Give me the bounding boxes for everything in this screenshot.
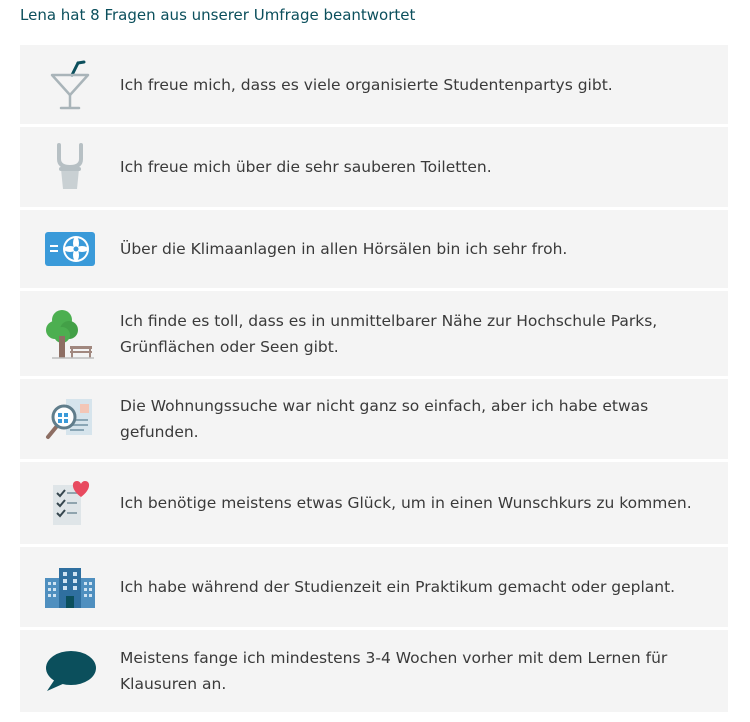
list-item: [20, 630, 728, 712]
list-item: [20, 45, 728, 124]
list-item: [20, 379, 728, 459]
answer-text: Ich habe während der Studienzeit ein Praktikum gemacht oder geplant.: [120, 578, 676, 596]
apartment-search-icon: [20, 379, 120, 459]
answer-list: [20, 45, 728, 715]
answer-text: Ich benötige meistens etwas Glück, um in einen Wunschkurs zu kommen.: [120, 494, 692, 512]
toilet-icon: [20, 127, 120, 207]
speech-bubble-icon: [20, 630, 120, 712]
cocktail-glass-icon: [20, 45, 120, 124]
list-item: [20, 462, 728, 544]
answer-text: Über die Klimaanlagen in allen Hörsälen bin ich sehr froh.: [120, 240, 568, 258]
answer-text: Ich freue mich über die sehr sauberen Toiletten.: [120, 158, 492, 176]
answer-text: Ich finde es toll, dass es in unmittelbarer Nähe zur Hochschule Parks, Grünflächen oder Seen gibt.: [120, 311, 658, 356]
list-item: [20, 127, 728, 207]
checklist-heart-icon: [20, 462, 120, 544]
answer-text: Ich freue mich, dass es viele organisierte Studentenpartys gibt.: [120, 75, 613, 94]
list-item: [20, 547, 728, 627]
tree-bench-icon: [20, 291, 120, 376]
air-conditioner-icon: [20, 210, 120, 288]
list-item: [20, 291, 728, 376]
answer-text: Meistens fange ich mindestens 3-4 Wochen vorher mit dem Lernen für Klausuren an.: [120, 649, 668, 693]
answer-text: Die Wohnungssuche war nicht ganz so einfach, aber ich habe etwas gefunden.: [120, 397, 649, 441]
page-title: Lena hat 8 Fragen aus unserer Umfrage beantwortet: [20, 6, 416, 24]
list-item: [20, 210, 728, 288]
office-building-icon: [20, 547, 120, 627]
